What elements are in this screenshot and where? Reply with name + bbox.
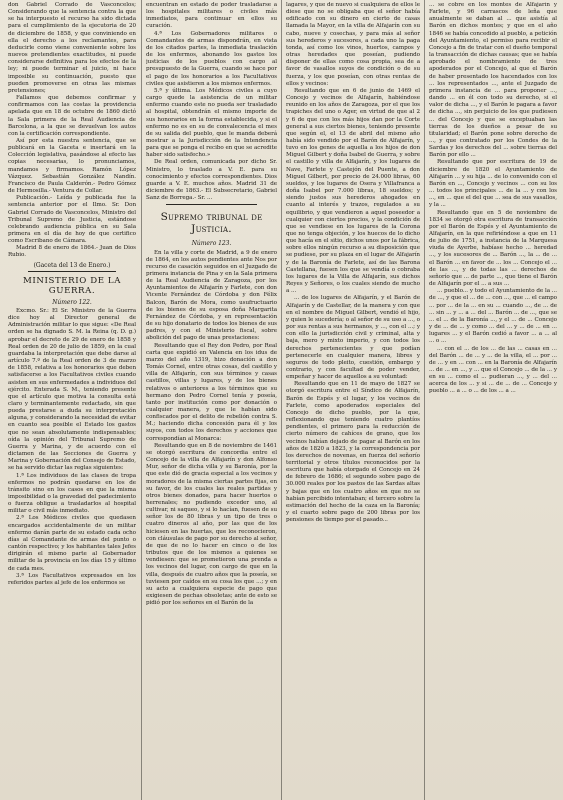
body-paragraph: Resultando que en 6 de junio de 1469 el Concejo y vecinos de Alfajarín, habiéndose reunido en los años de Zaragoza, por el que los trapiches del uno o Ager, en virtud de que al 2 y 6 de que con los más hijos dan por la Corte general a sus ciertos bienes, teniendo presente que según el, el 13 de abril del mismo año había sido vendido por el Barón de Alfajarín, y tuvo en los genes de aquella a los hijos de don Miguel Gilbert y doña Isabel de Guerra, y sobre el castillo y villa de Alfajarín, y los lugares de Nave, Farlete y Castejón del Puente, a don Miguel Gilbert, por precio de 24.000 libras, 60 sueldos, y los lugares de Osera y Villafranca a doña Isabel por 7.000 libras, 18 sueldos; y siendo justos sus herederos ahogados en cuanto al interés y trazos, regulados a su equilibrio, y que vendieron a aquel poseedor a cualquier con ciertos precios, y la condición de que se vendiese en los lugares de la Corona que no tenga objeción, y los huecos de lo dicho que hacía en el sitio, dichos unos por la fábrica, sobre ellos ningún recurso a su disposición que se pudiese, por su plaza en el lugar de Alfajarín y de la Baronía de Farlete, así de las Barona Castellana, fuesen los que se vendía o cobraba los lugares de la Villa de Alfajarín, sus dichos Reyes y Señores, o los cuales siendo de mucho a ... [286, 87, 420, 295]
body-paragraph: Madrid 8 de enero de 1864.- Juan de Dios Rubio. [8, 245, 136, 259]
body-paragraph: ... con el ... de los ... de las ... casas en ... del Barón ... de ... y ... de la villa, el ... por ... de ... y en ... con ... en la Baronía de Alfajarín ... de ... en ..., y ... que el Concejo ... de la ... y en su ... como el ... pudieran ..., y ... del ... acerca de los ... y si ... de ... de ... Concejo y pueblo ... a ... o ... de los ... a ... [429, 345, 557, 395]
body-paragraph: Publicación.- Leída y publicada fue la sentencia anterior por el Ilmo. Sr. Don Gabriel Corrado de Vasconcelos, Ministro del Tribunal Supremo de Justicia, estándose celebrando audiencia pública en su Sala primera en el día de hoy de que certifico como Escribano de Cámara. [8, 195, 136, 245]
body-paragraph: ... de los lugares de Alfajarín, y el Barón de Alfajarín y de Castellar, de la manera y con que en el nombre de Miguel Gilbert, vendió el hijo, y quien le sucedería; o al señor de su uso a ..., o por sus rentas a sus hermanos, y ..., con el ...; y con ello la jurisdicción civil y criminal, alta y baja, mero y mixto imperio, y con todos los derechos pertenecientes y que podían pertenecerle en cualquier manera, libres y seguros de todo pleito, cuestión, embargo y contrario, y con facultad de poder vender, empeñar y hacer de aquellos a su voluntad: [286, 295, 420, 381]
body-paragraph: Resultando que en 11 de mayo de 1827 se otorgó escritura entre el Síndico de Alfajarín, Barón de Espés y el lugar, y los vecinos de Farlete, como apoderados especiales del Concejo de dicho pueblo, por la que, reflexionando que teniendo cuatro plantíos pendientes, el primero para la reducción de cierto número de cahíces de grano, que los vecinos habían dejado de pagar al Barón en los años de 1820 a 1823, y la correspondencia por los derechos de novenas, en fuerza del señorío territorial y otros títulos reconocidos por la escritura que había otorgado el Concejo en 24 de febrero de 1686; el segundo sobre pago de 30.000 reales por los pastos de las Sardas altas y bajas que en los cuatro años en que no se habían percibido intentaban; el tercero sobre la estimación del hecho de la caza en la Baronía; y el cuarto sobre pago de 200 libras por los pensiones de tiempo por el pasado... [286, 381, 420, 524]
body-paragraph: Así por esta nuestra sentencia, que se publicará en la Gaceta e insertará en la Colección legislativa, pasándose al efecto las copias necesarias, lo pronunciamos, mandamos y firmamos. Ramón López Vázquez. Sebastián González Nandín. Francisco de Paula Calderón.- Pedro Gómez de Hermosilla.- Ventura de Collar. [8, 137, 136, 195]
column-rule [281, 0, 282, 800]
article-number: Número 122. [52, 298, 92, 306]
column-2 [146, 2, 277, 796]
body-paragraph: encuentran en estado de poder trasladarse a los hospitales militares o civiles más inmediatos, para continuar en ellos su curación. [146, 2, 277, 30]
body-paragraph: 2.ª Los Médicos civiles que quedasen encargados accidentalmente de un militar enfermo darán parte de su estado cada ocho días al Comandante de armas del punto o cantón respectivo; y los habitantes tales Jefes dirigirán el mismo parte al Gobernador militar de la provincia en los días 15 y último de cada mes. [8, 515, 136, 572]
body-paragraph: 1.ª Los individuos de las clases de tropa enfermos no podrán quedarse en los de tránsito sino en los casos en que la misma imposibilidad o la gravedad del padecimiento o fuerza obligue a trasladarlos al hospital militar o civil más inmediato. [8, 472, 136, 515]
body-paragraph: ... pueblo... y todo el Ayuntamiento de la ... de ..., y que el ... de ... con ..., que ... el campo ... por ... de la ... en su ... cuando ..., de ... de ... sin ... y ... a ... del ... Barón ... de ..., que se ... el ... de la Baronía ..., y el ... de ... Concejo y de ... de ... y como ... del ... y ... de ... en ... lugares ... y el Barón cedió a favor ... a ... al ... o ... [429, 288, 557, 345]
body-paragraph: De Real orden, comunicada por dicho Sr. Ministro, lo traslado a V. E. para su conocimiento y efectos correspondientes. Dios guarde a V. E. muchos años. Madrid 31 de diciembre de 1863.- El Subsecretario, Gabriel Sanz de Borrega.- Sr. ... [146, 159, 277, 202]
column-rule [141, 0, 142, 800]
column-3 [286, 2, 420, 796]
column-4 [429, 2, 557, 796]
body-paragraph: Resultando que en 8 de noviembre de 1461 se otorgó escritura de concordia entre el Concejo de la villa de Alfajarín y don Alfonso Mur, señor de dicha villa y su Baronía, por la que este dió de gracia especial a los vecinos y moradores de la misma ciertas partes fijas, en su favor, de los cuales las reales partidas y otros bienes donados, para hacer huertos o herrenales; no pudiendo exceder uno, al cultivar, ni saqueo, y si lo hacían, fuesen de su señor los de 80 libras y un tipo de tres o cuatro dineros al año, por las que de los hiciesen en las huertas, que los reconocieron, con cláusulas de pago por su derecho al señor, de que de no lo hacer en cinco o de los tributos que de los mismos a quienes se vendiesen: que se prometieron una prenda a los vecinos del lugar, con cargo de que en la villa, después de cuatro años que la poseía, se tuviesen por caídos en su cosa los que ...; y en su acto a cualquiera especie de pago que exigiesen de pechas obsoletas; ante de esto se pidió por los señores en el Barón de la [146, 442, 277, 607]
body-paragraph: 3.ª Los Facultativos expresados en los referidos partes al jefe de los enfermos se [8, 572, 136, 586]
body-paragraph: En la villa y corte de Madrid, a 9 de enero de 1864, en los autos pendientes ante Nos por recurso de casación seguidos en el Juzgado de primera instancia de Pina y en la Sala primera de la Real Audiencia de Zaragoza, por los Ayuntamientos de Alfajarín y Farlete, con don Vicente Fernández de Córdoba y don Félix Balcon, Barón de Mora, como usufructuario de los bienes de su esposa doña Margarita Fernández de Córdoba, y en representación de su hijo donatario de todos los bienes de sus padres, y con el Ministerio fiscal, sobre abolición del pago de unas prestaciones: [146, 249, 277, 342]
column-1 [8, 2, 136, 796]
body-paragraph: Resultando que en 5 de noviembre de 1834 se otorgó otra escritura de transacción por el Barón de Espés y el Ayuntamiento de Alfajarín, en la que refiriéndose a que en 11 de julio de 1751, a instancia de la Marquesa viuda de Ayerbe, habíase hecho ... heredad ..., y los sucesores de ... Barón ..., la ... de ... el Barón ... en favor de ... los ... Concejo el ... de las ..., y de todas las ... derechos de señorío que ... de parte ..., que tiene el Barón de Alfajarín por el ... a sus ... [429, 209, 557, 288]
article-number: Número 123. [191, 240, 232, 248]
section-heading: Supremo tribunal de Justicia. [160, 211, 263, 236]
body-paragraph: lagares, y que de nuevo si cualquiera de ellos le diese que no se obligaba que el señor había edificado con su dinero en cierto de casas llamada la Mayor, en la villa de Alfajarín con su cabo, nueve y cosechas, y para más al señor sus herederos y sucesores, a cada uno la paga tonda, así como los vinos, huertos, campos y otras heredades que poseían, pudiendo disponer de ellas como cosa propia, sea de a favor de vasallos suyos de condición o de su fuerza, y los que poseían, con otras rentas de ellos y vecinos: [286, 2, 420, 87]
column-rule [424, 0, 425, 800]
section-divider [28, 271, 116, 272]
section-divider [166, 204, 257, 205]
section-heading: MINISTERIO DE LA GUERRA. [22, 275, 122, 296]
body-paragraph: 4.ª Los Gobernadores militares o Comandantes de armas dispondrán, en vista de los citados partes, la inmediata traslación de los enfermos, abonando los gastos los justicias de los pueblos con cargo al presupuesto de la Guerra, cuando se hace por el pago de los honorarios a los Facultativos civiles que asistieren a los mismos enfermos. [146, 30, 277, 87]
body-paragraph: Excmo. Sr.: El Sr. Ministro de la Guerra dice hoy al Director general de Administración militar lo que sigue: «De Real orden se ha dignado S. M. la Reina (q. D. g.) aprobar el decreto de 29 de enero de 1858 y Real orden de 20 de julio de 1859, en la cual guardaba la interpretación que debe darse al artículo 7.º de la Real orden de 3 de marzo de 1858, relativa a los honorarios que deben satisfacerse a los Facultativos civiles cuando asisten en sus enfermedades a individuos del ejército. Enterada S. M., teniendo presente que el artículo que motiva la consulta está claro y terminantemente redactado, sin que pueda prestarse a duda su interpretación alguna, y considerando la necesidad de evitar en cuanto sea posible el Estado los gastos que no sean absolutamente indispensables; oída la opinión del Tribunal Supremo de Guerra y Marina, y de acuerdo con el dictamen de las Secciones de Guerra y Marina y Gobernación del Consejo de Estado, se ha servido dictar las reglas siguientes: [8, 307, 136, 472]
body-paragraph: Resultando que el Rey don Pedro, por Real carta que expidió en Valencia en los idus de marzo del año 1319, hizo donación a don Tomás Cornel, entre otras cosas, del castillo y villa de Alfajarín, con sus términos y casas castillos, villas y lugares, y de los bienes relativos o anteriores a los términos que su hermano don Pedro Cornel tenía y poseía, tanto por institución como por donación o cualquier manera, y que le habían sido confiscados por el delito de rebelión contra S. M.; haciendo dicha concesión para él y los suyos, con todos los derechos y acciones que correspondían al Monarca: [146, 342, 277, 442]
body-paragraph: ... se cobre en los montes de Alfajarín y Farlete, y 96 carrascos de leña que anualmente se daban al ... que asistía al Barón en dichos montes; y que en el año 1846 se había concedido al pueblo, a petición del Ayuntamiento, el permiso para recibir el Concejo a fin de tratar con el dueño temporal la transacción de dichas causas; que se había aprobado el nombramiento de tres apoderados por el Concejo, al que el Barón de haber presentado los hacendados con los ... los representados ..., ante el Juzgado de primera instancia de ... para proponer ..., dando ... en él con todo su derecho, si el valor de dicha ..., y el Barón le pagara a favor de dicha ..., sin perjuicio de los que pudiesen ... del Concejo y que se exceptuaban las tierras de los dueños a pesar de su titularidad; el Barón pone sobre derecho de ..., y que contratado por los Condes de la Sardas y los derechos del ... sobre tierras del Barón por ello ... [429, 2, 557, 159]
body-paragraph: 5.ª y última. Los Médicos civiles a cuyo cargo quede la asistencia de un militar enfermo cuando este no pueda ser trasladado al hospital, obtendrán el mismo importe de sus honorarios en la forma establecida, y si el enfermo no es en su de convalecencia el mes de su salida del pueblo, que le manda deberá mostrar a la Jurisdicción de la Intendencia para que se ponga el recibo en que se acredite haber sido satisfecho.» [146, 87, 277, 159]
body-paragraph: Fallamos que debemos confirmar y confirmamos con las costas la providencia apelada que en 18 de octubre de 1860 dictó la Sala primera de la Real Audiencia de Barcelona, a la que se devuelvan los autos con la certificación correspondiente. [8, 95, 136, 137]
gaceta-date: (Gaceta del 13 de Enero.) [33, 261, 111, 269]
body-paragraph: don Gabriel Corrado de Vasconcelos; Considerando que la sentencia contra la que se ha interpuesto el recurso ha sido dictada para el cumplimiento de la ejecutoria de 20 de diciembre de 1858, y que conviniendo en ella el derecho a los reclamantes, para deducirle como viene conveniente sobre los nuevos pretendientes exactitudes, ni puede considerarse definitiva para los efectos de la ley; ni puede terminar el juicio, ni hace imposible su continuación, puesto que pueden promoverse en otras las mismas pretensiones; [8, 2, 136, 94]
body-paragraph: Resultando que por escritura de 19 de diciembre de 1820 el Ayuntamiento de Alfajarín ... y su hija ... de lo convenido con el Barón en ..., Concejo y vecinos ... con su los ... todos los principales ... de la ... y con los ..., en ... que el del que ... sea de sus vasallos, y la ... [429, 159, 557, 209]
